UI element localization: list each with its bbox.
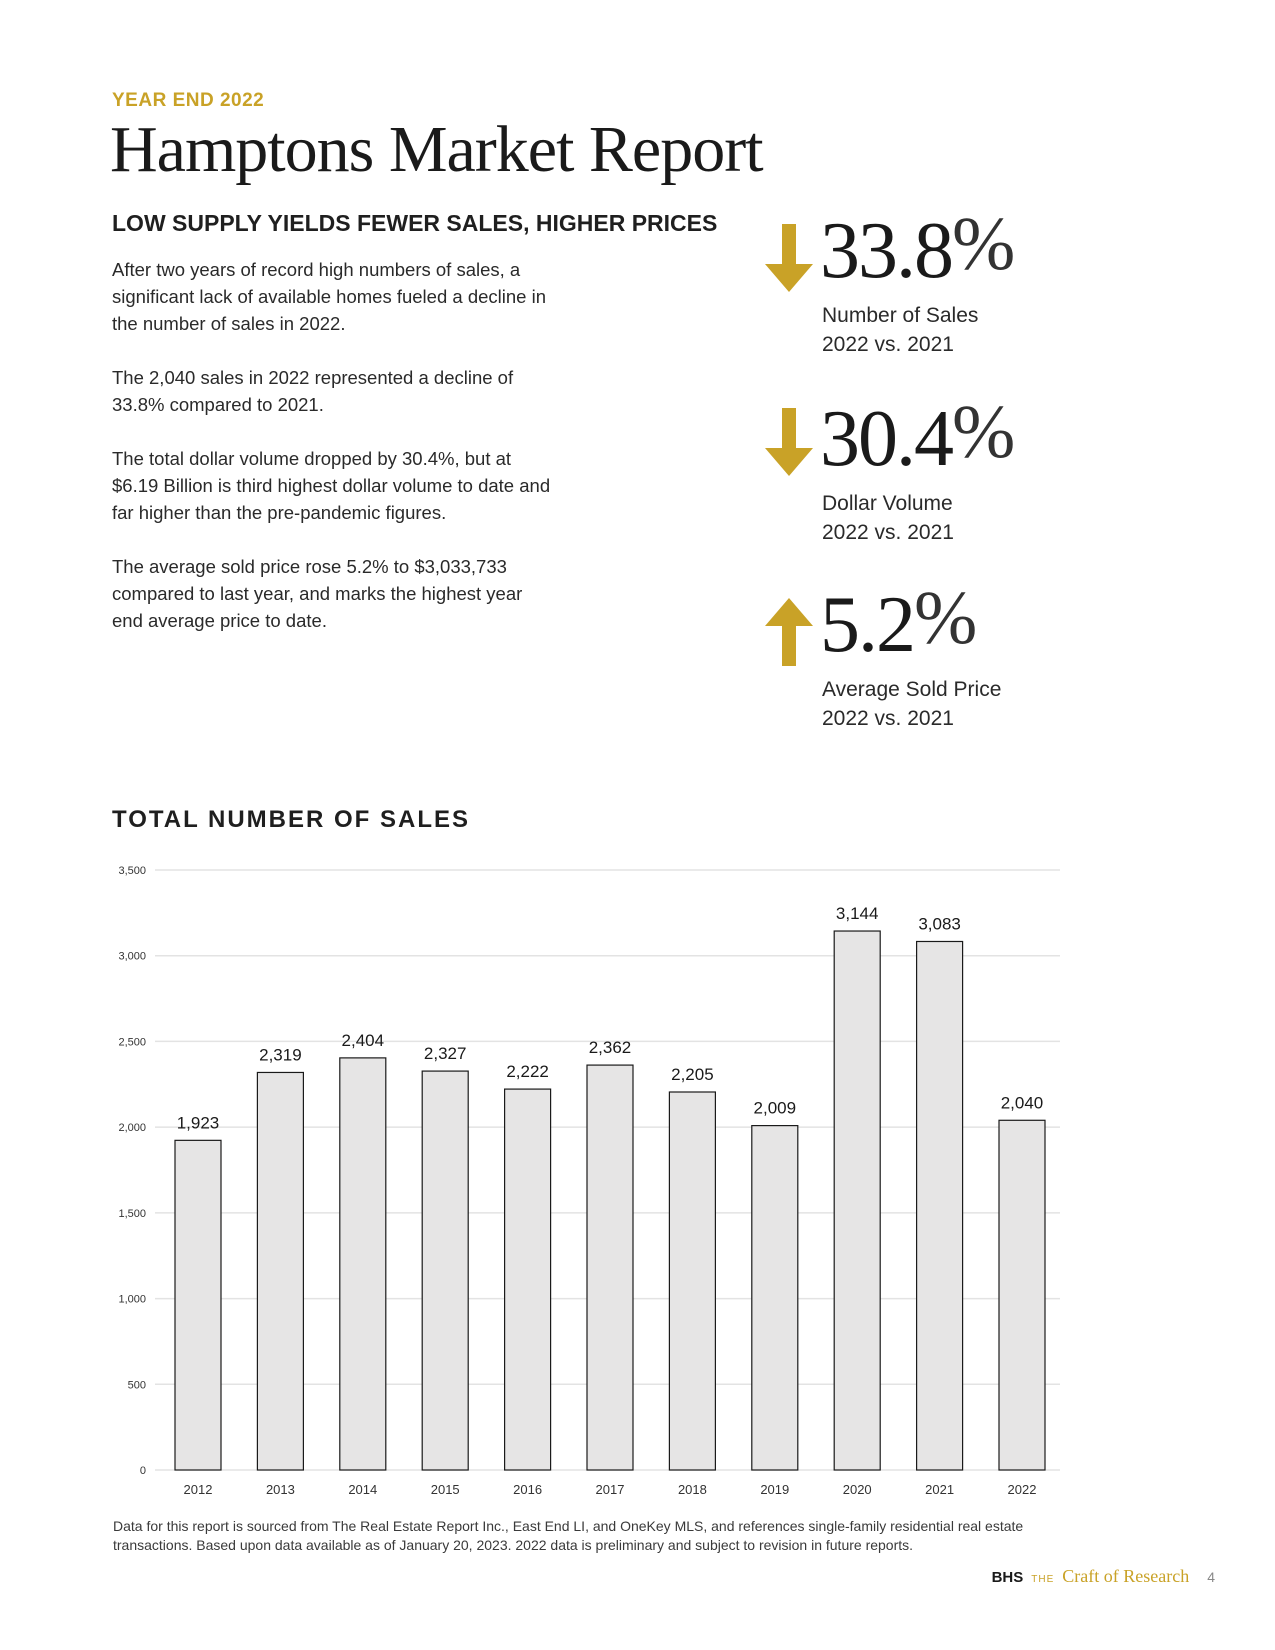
bar-2016 bbox=[505, 1089, 551, 1470]
stat-dollar-volume bbox=[765, 390, 1065, 546]
data-label: 2,404 bbox=[341, 1030, 385, 1050]
percent-sign: % bbox=[952, 202, 1016, 286]
stat-label bbox=[822, 301, 978, 359]
stat-label-line: Number of Sales bbox=[822, 304, 979, 327]
stat-label-line: 2022 vs. 2021 bbox=[822, 521, 954, 544]
y-tick-label: 1,500 bbox=[118, 1207, 146, 1220]
y-tick-label: 3,500 bbox=[118, 865, 146, 877]
x-tick-label: 2013 bbox=[265, 1482, 295, 1497]
brand-tagline: Craft of Research bbox=[1062, 1566, 1190, 1586]
stat-number-of-sales bbox=[765, 202, 1065, 358]
stat-label bbox=[822, 489, 954, 547]
x-tick-label: 2015 bbox=[430, 1482, 460, 1497]
bar-2012 bbox=[175, 1140, 221, 1470]
section-subhead: LOW SUPPLY YIELDS FEWER SALES, HIGHER PRICES bbox=[112, 210, 718, 236]
report-eyebrow: YEAR END 2022 bbox=[112, 90, 265, 111]
x-tick-label: 2020 bbox=[842, 1482, 872, 1497]
stat-label-line: Dollar Volume bbox=[822, 492, 953, 515]
data-label: 2,205 bbox=[671, 1065, 714, 1084]
data-label: 2,222 bbox=[506, 1062, 549, 1082]
body-paragraph: After two years of record high numbers of sales, a significant lack of available homes fueled a decline in the number of sales in 2022. bbox=[112, 259, 546, 334]
stat-average-sold-price bbox=[765, 576, 1065, 732]
y-tick-label: 1,000 bbox=[118, 1293, 146, 1306]
data-label: 2,040 bbox=[1000, 1093, 1044, 1113]
stat-value bbox=[820, 390, 1016, 485]
y-tick-label: 500 bbox=[127, 1379, 146, 1392]
brand-logo: BHS bbox=[991, 1569, 1024, 1586]
stat-label-line: Average Sold Price bbox=[822, 678, 1002, 701]
data-label: 1,923 bbox=[176, 1113, 220, 1133]
body-paragraph: The average sold price rose 5.2% to $3,033,733 compared to last year, and marks the highest year end average price to date. bbox=[112, 556, 523, 631]
arrow-up-icon bbox=[765, 598, 813, 666]
percent-sign: % bbox=[914, 576, 978, 660]
stat-number: 30.4 bbox=[820, 395, 952, 483]
stat-number: 33.8 bbox=[820, 207, 952, 295]
x-tick-label: 2018 bbox=[677, 1482, 707, 1497]
page-number: 4 bbox=[1207, 1569, 1215, 1585]
stat-number: 5.2 bbox=[820, 581, 914, 669]
x-tick-label: 2014 bbox=[348, 1482, 378, 1497]
arrow-down-icon bbox=[765, 408, 813, 476]
stat-value bbox=[820, 576, 978, 671]
y-tick-label: 0 bbox=[139, 1465, 146, 1477]
page-footer bbox=[992, 1566, 1215, 1587]
data-label: 2,009 bbox=[753, 1098, 797, 1118]
stat-label-line: 2022 vs. 2021 bbox=[822, 707, 954, 730]
stat-label bbox=[822, 675, 1001, 733]
bar-2013 bbox=[257, 1072, 303, 1470]
page-title: Hamptons Market Report bbox=[110, 113, 763, 186]
body-text bbox=[112, 256, 552, 661]
bar-2021 bbox=[917, 941, 963, 1470]
body-paragraph: The total dollar volume dropped by 30.4%, but at $6.19 Billion is third highest dollar volume to date and far higher than the pre-pandemic figures. bbox=[112, 448, 551, 523]
stat-label-line: 2022 vs. 2021 bbox=[822, 333, 954, 356]
bar-2018 bbox=[669, 1092, 715, 1470]
bar-2022 bbox=[999, 1120, 1045, 1470]
y-tick-label: 2,000 bbox=[118, 1122, 146, 1135]
brand-the: THE bbox=[1031, 1574, 1055, 1585]
bar-2020 bbox=[834, 931, 880, 1470]
sales-bar-chart bbox=[0, 850, 1275, 1510]
x-tick-label: 2021 bbox=[925, 1482, 955, 1497]
chart-title: TOTAL NUMBER OF SALES bbox=[112, 806, 471, 833]
bar-2015 bbox=[422, 1071, 468, 1470]
x-tick-label: 2012 bbox=[183, 1482, 213, 1497]
bar-2017 bbox=[587, 1065, 633, 1470]
x-tick-label: 2016 bbox=[513, 1482, 543, 1497]
y-tick-label: 2,500 bbox=[118, 1036, 146, 1049]
x-tick-label: 2017 bbox=[595, 1482, 625, 1497]
stat-value bbox=[820, 202, 1016, 297]
body-paragraph: The 2,040 sales in 2022 represented a decline of 33.8% compared to 2021. bbox=[112, 367, 514, 415]
percent-sign: % bbox=[952, 390, 1016, 474]
bar-2014 bbox=[340, 1058, 386, 1470]
source-footnote: Data for this report is sourced from The Real Estate Report Inc., East End LI, and OneKey MLS, and references single-family residential real estate transactions. Based upon data available as of January 20, 2023. 2022 data is preliminary and subject to revision in future reports. bbox=[113, 1518, 1024, 1553]
x-tick-label: 2019 bbox=[760, 1482, 790, 1497]
data-label: 3,144 bbox=[835, 904, 879, 924]
data-label: 2,319 bbox=[259, 1045, 302, 1065]
y-tick-label: 3,000 bbox=[118, 950, 146, 963]
data-label: 2,362 bbox=[588, 1038, 632, 1058]
bar-2019 bbox=[752, 1126, 798, 1470]
arrow-down-icon bbox=[765, 224, 813, 292]
data-label: 3,083 bbox=[918, 914, 961, 934]
data-label: 2,327 bbox=[423, 1044, 467, 1064]
x-tick-label: 2022 bbox=[1007, 1482, 1037, 1497]
